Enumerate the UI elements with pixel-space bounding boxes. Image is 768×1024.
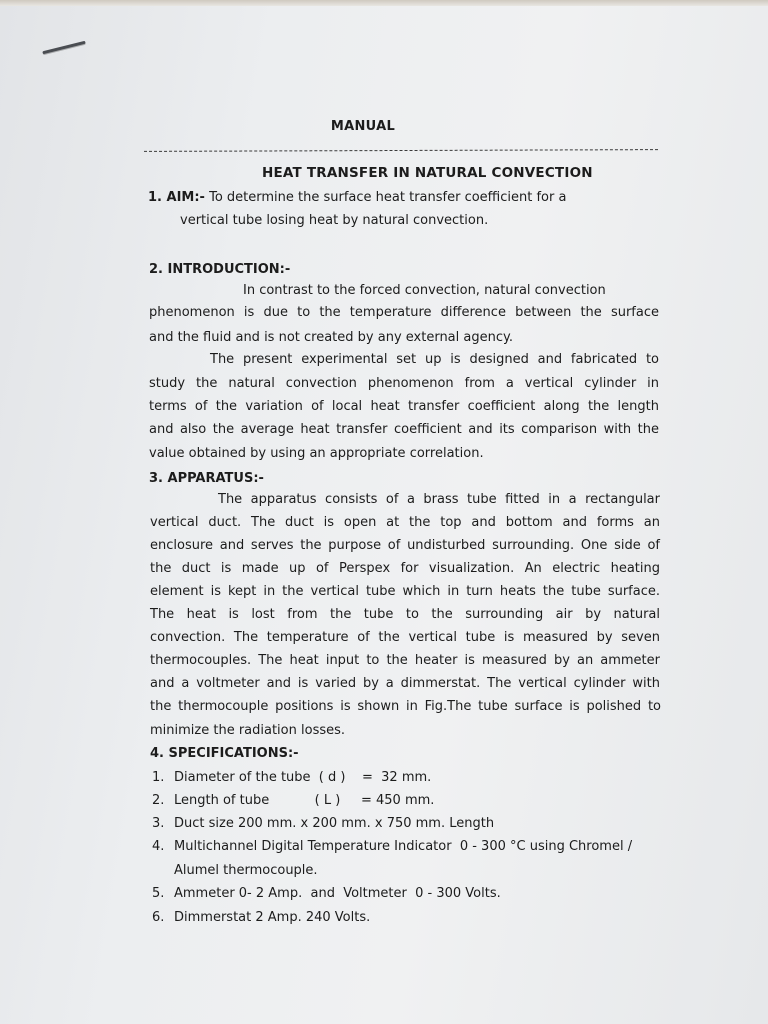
introduction-line: and the fluid and is not created by any external agency. — [149, 330, 513, 345]
spec-item-text: Alumel thermocouple. — [174, 863, 318, 878]
introduction-line: value obtained by using an appropriate correlation. — [149, 446, 484, 461]
apparatus-line: and a voltmeter and is varied by a dimmerstat. The vertical cylinder with — [150, 676, 660, 691]
paper-top-edge — [0, 0, 768, 6]
spec-item — [152, 839, 632, 855]
aim-text-1: To determine the surface heat transfer coefficient for a — [209, 190, 567, 205]
spec-item-number: 5. — [152, 886, 165, 901]
apparatus-line: vertical duct. The duct is open at the top and bottom and forms an — [150, 515, 660, 530]
spec-item-text: Duct size 200 mm. x 200 mm. x 750 mm. Length — [174, 816, 495, 831]
spec-item-text: Diameter of the tube ( d ) = 32 mm. — [174, 770, 432, 785]
introduction-line: phenomenon is due to the temperature difference between the surface — [149, 305, 659, 320]
apparatus-line: convection. The temperature of the vertical tube is measured by seven — [150, 630, 660, 645]
spec-item — [152, 863, 318, 879]
apparatus-line: minimize the radiation losses. — [150, 723, 346, 738]
spec-item-text: Dimmerstat 2 Amp. 240 Volts. — [174, 910, 371, 925]
apparatus-line: the duct is made up of Perspex for visualization. An electric heating — [150, 561, 660, 576]
aim-label: 1. AIM:- — [148, 190, 205, 205]
spec-item — [152, 816, 494, 832]
specifications-heading: 4. SPECIFICATIONS:- — [150, 746, 299, 761]
introduction-line: study the natural convection phenomenon from a vertical cylinder in — [149, 376, 659, 391]
apparatus-line: enclosure and serves the purpose of undisturbed surrounding. One side of — [150, 538, 660, 553]
introduction-line — [243, 283, 659, 299]
dashed-divider — [144, 149, 658, 152]
introduction-line: The present experimental set up is designed and fabricated to — [210, 352, 659, 367]
manual-heading: MANUAL — [330, 119, 396, 134]
introduction-text: In contrast to the forced convection, natural convection — [243, 283, 606, 298]
spec-item — [152, 910, 370, 926]
spec-item — [152, 886, 501, 902]
spec-item — [152, 793, 434, 809]
apparatus-line: The heat is lost from the tube to the surrounding air by natural — [150, 607, 660, 622]
spec-item-text: Multichannel Digital Temperature Indicator 0 - 300 °C using Chromel / — [174, 839, 633, 854]
apparatus-line: element is kept in the vertical tube which in turn heats the tube surface. — [150, 584, 660, 599]
aim-line-1 — [148, 190, 566, 206]
spec-item-number: 3. — [152, 816, 165, 831]
spec-item-text: Ammeter 0- 2 Amp. and Voltmeter 0 - 300 Volts. — [174, 886, 501, 901]
apparatus-line: the thermocouple positions is shown in Fig.The tube surface is polished to — [150, 699, 661, 714]
spec-item-text: Length of tube ( L ) = 450 mm. — [174, 793, 435, 808]
spec-item-number: 1. — [152, 770, 165, 785]
spec-item — [152, 770, 431, 786]
introduction-line: and also the average heat transfer coefficient and its comparison with the — [149, 422, 659, 437]
spec-item-number: 6. — [152, 910, 165, 925]
spec-item-number: 2. — [152, 793, 165, 808]
aim-line-2: vertical tube losing heat by natural convection. — [180, 213, 489, 228]
introduction-heading: 2. INTRODUCTION:- — [149, 262, 291, 277]
staple-mark — [42, 41, 85, 55]
apparatus-line: thermocouples. The heat input to the heater is measured by an ammeter — [150, 653, 660, 668]
document-title: HEAT TRANSFER IN NATURAL CONVECTION — [262, 165, 593, 181]
apparatus-heading: 3. APPARATUS:- — [149, 471, 264, 486]
introduction-line: terms of the variation of local heat transfer coefficient along the length — [149, 399, 659, 414]
apparatus-line: The apparatus consists of a brass tube fitted in a rectangular — [218, 492, 660, 507]
spec-item-number: 4. — [152, 839, 165, 854]
